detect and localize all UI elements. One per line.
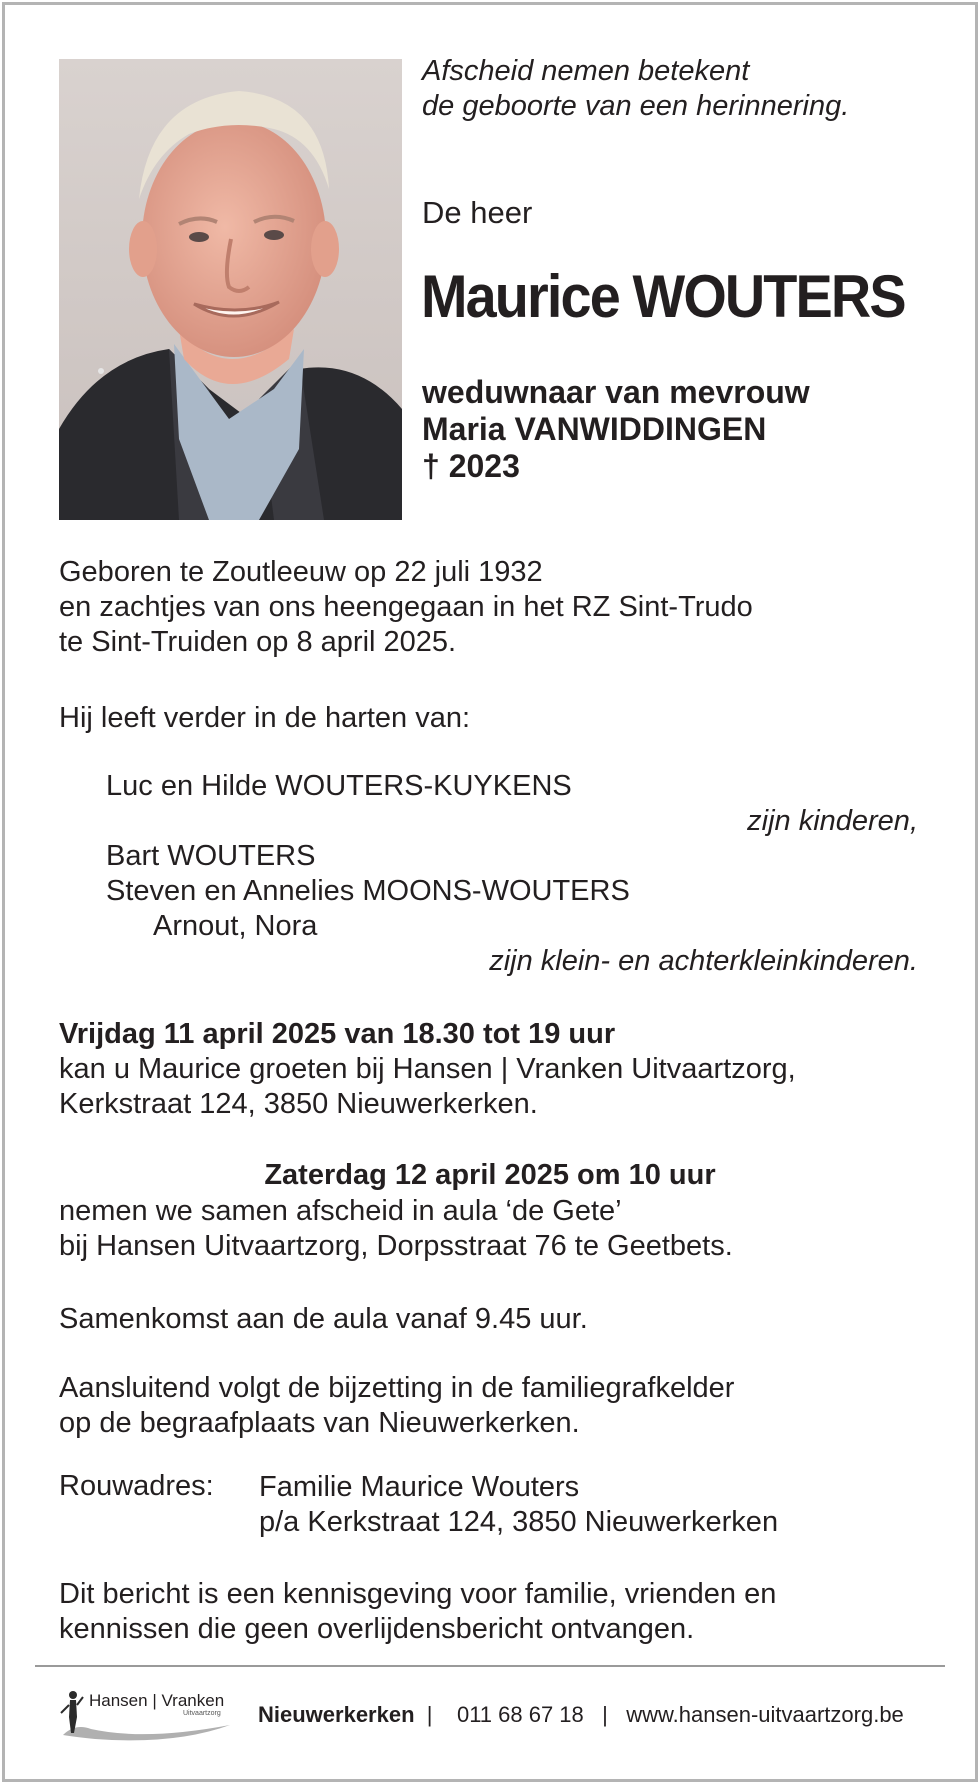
footer-contact <box>258 1702 904 1728</box>
widower-info <box>422 374 810 485</box>
survivors-intro: Hij leeft verder in de harten van: <box>59 702 471 734</box>
salutation: De heer <box>422 195 533 230</box>
deceased-name: Maurice WOUTERS <box>421 263 905 330</box>
portrait-photo <box>59 59 402 520</box>
birth-line-1: Geboren te Zoutleeuw op 22 juli 1932 <box>59 556 543 588</box>
family-grandchild-2: Steven en Annelies MOONS-WOUTERS <box>106 875 630 907</box>
footer-divider <box>35 1665 945 1667</box>
family-grandchild-1: Bart WOUTERS <box>106 840 316 872</box>
visitation-heading: Vrijdag 11 april 2025 van 18.30 tot 19 uur <box>59 1018 616 1050</box>
visitation-info <box>59 1017 796 1122</box>
footer-location: Nieuwerkerken <box>258 1702 415 1727</box>
notice-info <box>59 1577 776 1647</box>
birth-info <box>59 555 753 660</box>
ceremony-line-2: bij Hansen Uitvaartzorg, Dorpsstraat 76 te Geetbets. <box>59 1230 733 1262</box>
family-greatgrandchildren: Arnout, Nora <box>153 910 318 942</box>
burial-line-1: Aansluitend volgt de bijzetting in de familiegrafkelder <box>59 1372 735 1404</box>
birth-line-3: te Sint-Truiden op 8 april 2025. <box>59 626 457 658</box>
address-line-1: Familie Maurice Wouters <box>259 1471 580 1503</box>
funeral-home-logo <box>55 1683 235 1743</box>
footer-separator-2: | <box>589 1702 621 1727</box>
widower-line-2: Maria VANWIDDINGEN <box>422 411 767 447</box>
birth-line-2: en zachtjes van ons heengegaan in het RZ Sint-Trudo <box>59 591 753 623</box>
poem-line-1: Afscheid nemen betekent <box>422 55 750 87</box>
portrait-illustration <box>59 59 402 520</box>
address-label: Rouwadres: <box>59 1470 214 1502</box>
ceremony-info <box>59 1194 733 1264</box>
burial-info <box>59 1371 734 1441</box>
footer-separator-1: | <box>420 1702 451 1727</box>
footer-website[interactable]: www.hansen-uitvaartzorg.be <box>626 1702 904 1727</box>
poem-line-2: de geboorte van een herinnering. <box>422 90 850 122</box>
children-label: zijn kinderen, <box>747 805 918 837</box>
footer-phone[interactable]: 011 68 67 18 <box>456 1702 584 1727</box>
gathering-info: Samenkomst aan de aula vanaf 9.45 uur. <box>59 1303 588 1335</box>
widower-line-3: † 2023 <box>422 448 520 484</box>
visitation-line-1: kan u Maurice groeten bij Hansen | Vranken Uitvaartzorg, <box>59 1053 796 1085</box>
logo-name: Hansen | Vranken <box>89 1691 225 1710</box>
visitation-line-2: Kerkstraat 124, 3850 Nieuwerkerken. <box>59 1088 538 1120</box>
ceremony-heading: Zaterdag 12 april 2025 om 10 uur <box>264 1159 716 1191</box>
logo-subtitle: Uitvaartzorg <box>183 1710 221 1717</box>
address-value <box>259 1470 778 1540</box>
address-line-2: p/a Kerkstraat 124, 3850 Nieuwerkerken <box>259 1506 779 1538</box>
grandchildren-label: zijn klein- en achterkleinkinderen. <box>489 945 918 977</box>
widower-line-1: weduwnaar van mevrouw <box>422 374 810 410</box>
family-child-1: Luc en Hilde WOUTERS-KUYKENS <box>106 770 572 802</box>
burial-line-2: op de begraafplaats van Nieuwerkerken. <box>59 1407 580 1439</box>
ceremony-line-1: nemen we samen afscheid in aula ‘de Gete’ <box>59 1195 622 1227</box>
notice-line-2: kennissen die geen overlijdensbericht ontvangen. <box>59 1613 695 1645</box>
poem-quote <box>422 54 849 124</box>
notice-line-1: Dit bericht is een kennisgeving voor familie, vrienden en <box>59 1578 777 1610</box>
